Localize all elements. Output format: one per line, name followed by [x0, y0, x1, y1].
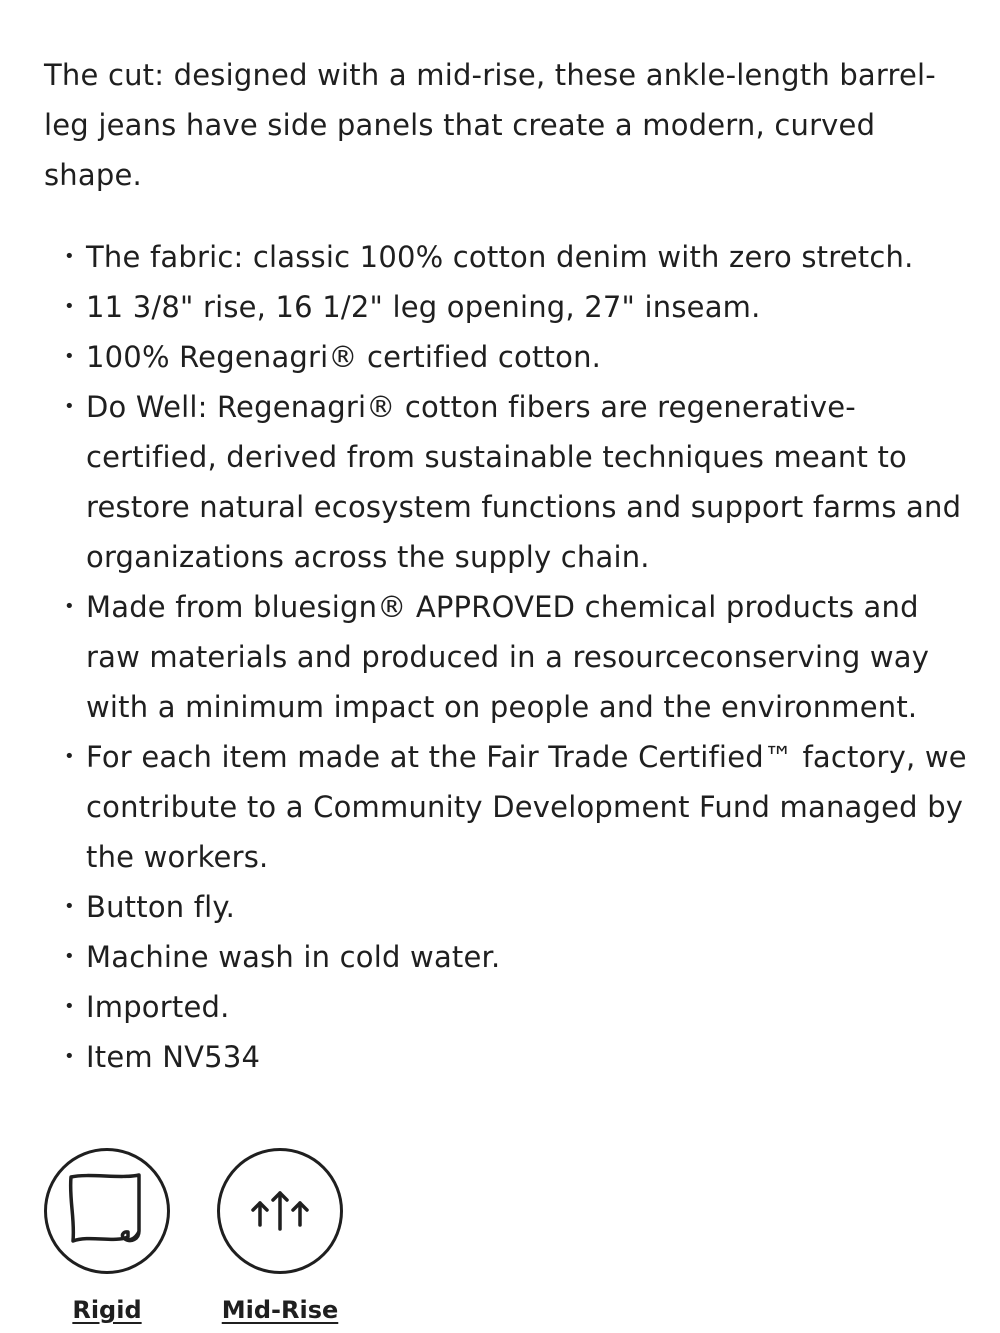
bullet-icon: •	[64, 896, 75, 917]
product-description	[44, 50, 974, 1082]
list-item: • 100% Regenagri® certified cotton.	[44, 332, 974, 382]
list-item: • Imported.	[44, 982, 974, 1032]
list-item: • Machine wash in cold water.	[44, 932, 974, 982]
list-item: • Made from bluesign® APPROVED chemical products and raw materials and produced in a resourceconserving way with a minimum impact on people and the environment.	[44, 582, 974, 732]
mid-rise-arrows-icon	[217, 1148, 343, 1274]
bullet-icon: •	[64, 396, 75, 417]
list-item: • Button fly.	[44, 882, 974, 932]
list-item: • Do Well: Regenagri® cotton fibers are regenerative-certified, derived from sustainable techniques meant to restore natural ecosystem functions and support farms and organizations across the supply chain.	[44, 382, 974, 582]
bullet-icon: •	[64, 296, 75, 317]
bullet-icon: •	[64, 246, 75, 267]
description-intro: The cut: designed with a mid-rise, these ankle-length barrel-leg jeans have side panels that create a modern, curved shape.	[44, 58, 936, 192]
attribute-mid-rise[interactable]	[218, 1148, 342, 1324]
bullet-icon: •	[64, 996, 75, 1017]
list-item: • Item NV534	[44, 1032, 974, 1082]
list-item: • The fabric: classic 100% cotton denim with zero stretch.	[44, 232, 974, 282]
list-item: • 11 3/8" rise, 16 1/2" leg opening, 27" inseam.	[44, 282, 974, 332]
bullet-icon: •	[64, 346, 75, 367]
mid-rise-label[interactable]: Mid-Rise	[221, 1296, 339, 1324]
rigid-fabric-icon	[44, 1148, 170, 1274]
fit-attributes	[44, 1148, 342, 1324]
bullet-icon: •	[64, 1046, 75, 1067]
feature-list	[44, 232, 974, 1082]
attribute-rigid[interactable]	[44, 1148, 170, 1324]
bullet-icon: •	[64, 746, 75, 767]
rigid-label[interactable]: Rigid	[72, 1296, 142, 1324]
bullet-icon: •	[64, 946, 75, 967]
list-item: • For each item made at the Fair Trade Certified™ factory, we contribute to a Community Development Fund managed by the workers.	[44, 732, 974, 882]
bullet-icon: •	[64, 596, 75, 617]
